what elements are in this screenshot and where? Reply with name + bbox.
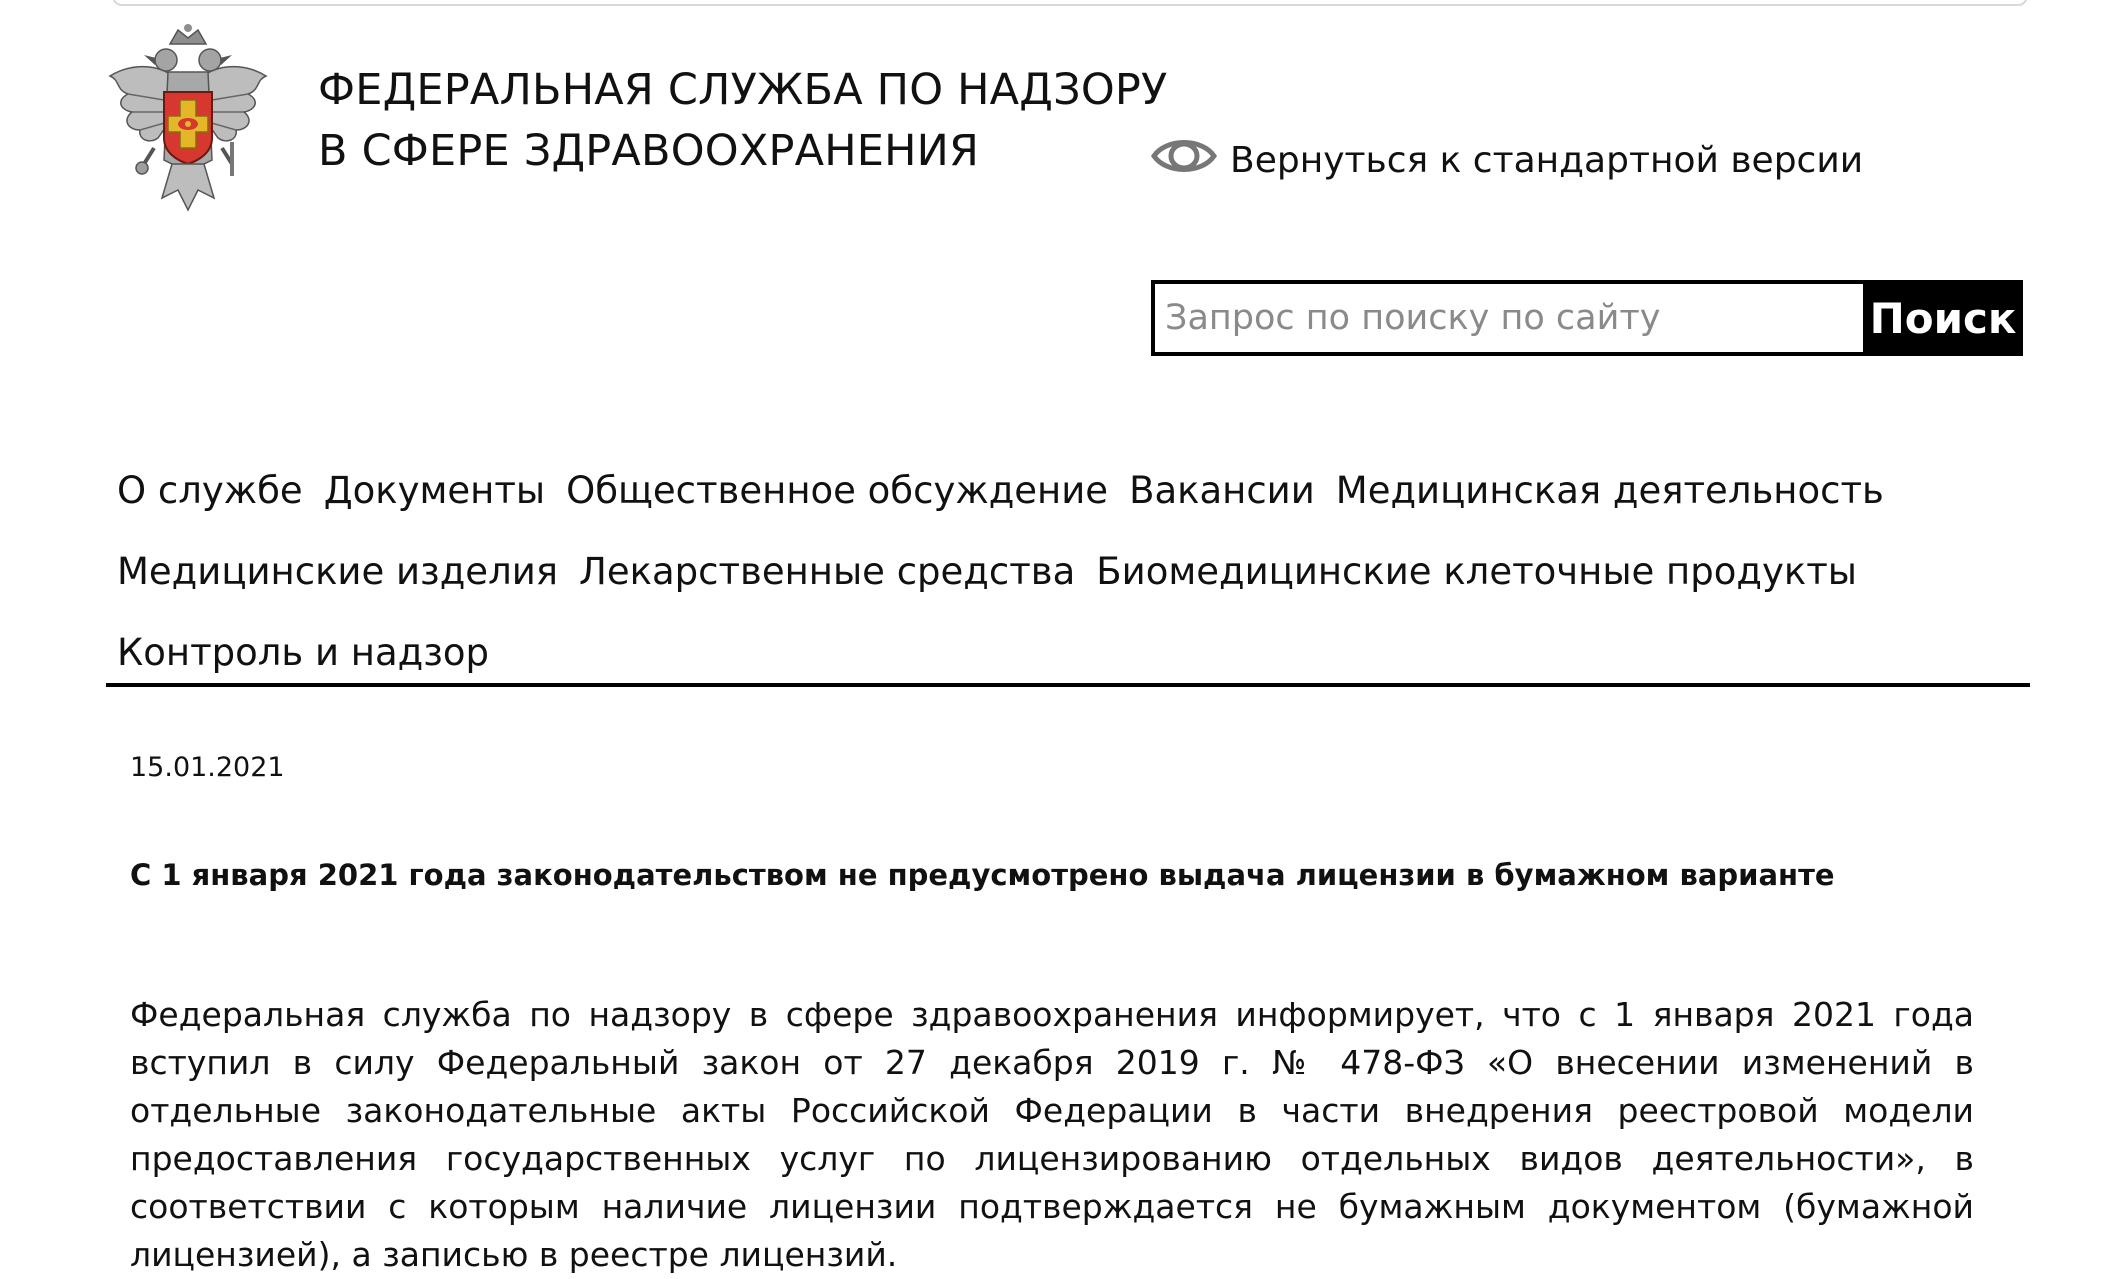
return-to-standard-version-link[interactable] [1150,128,1863,192]
nav-item-vacancies[interactable]: Вакансии [1129,469,1315,512]
search-form [1151,280,2023,356]
nav-item-medical-activity[interactable]: Медицинская деятельность [1335,469,1884,512]
eye-icon [1150,130,1218,191]
main-nav [117,450,1997,693]
nav-item-medicines[interactable]: Лекарственные средства [579,550,1076,593]
site-title-line-2: В СФЕРЕ ЗДРАВООХРАНЕНИЯ [318,126,980,176]
article-body: Федеральная служба по надзору в сфере здравоохранения информирует, что с 1 января 2021 года вступил в силу Федеральный закон от 27 декабря 2019 г. № 478-ФЗ «О внесении изменений в отдельные законодательные акты Российской Федерации в части внедрения реестровой модели предоставления государственных услуг по лицензированию отдельных видов деятельности», в соответствии с которым наличие лицензии подтверждается не бумажным документом (бумажной лицензией), а записью в реестре лицензий. [130,995,1974,1274]
search-input[interactable] [1151,280,1863,356]
nav-item-control-supervision[interactable]: Контроль и надзор [117,631,490,674]
nav-item-biomedical-cell-products[interactable]: Биомедицинские клеточные продукты [1096,550,1857,593]
nav-item-documents[interactable]: Документы [323,469,546,512]
article-date: 15.01.2021 [130,752,285,783]
site-title-line-1: ФЕДЕРАЛЬНАЯ СЛУЖБА ПО НАДЗОРУ [318,65,1168,115]
search-button[interactable]: Поиск [1863,280,2023,356]
return-to-standard-version-label: Вернуться к стандартной версии [1230,139,1864,181]
site-title [318,60,1167,182]
article-title: С 1 января 2021 года законодательством не предусмотрено выдача лицензии в бумажном варианте [130,858,1835,892]
browser-top-edge [112,0,2028,6]
nav-item-public-discussion[interactable]: Общественное обсуждение [566,469,1109,512]
nav-item-about[interactable]: О службе [117,469,303,512]
coat-of-arms-icon [106,22,270,218]
nav-divider [106,683,2030,687]
nav-item-medical-devices[interactable]: Медицинские изделия [117,550,559,593]
